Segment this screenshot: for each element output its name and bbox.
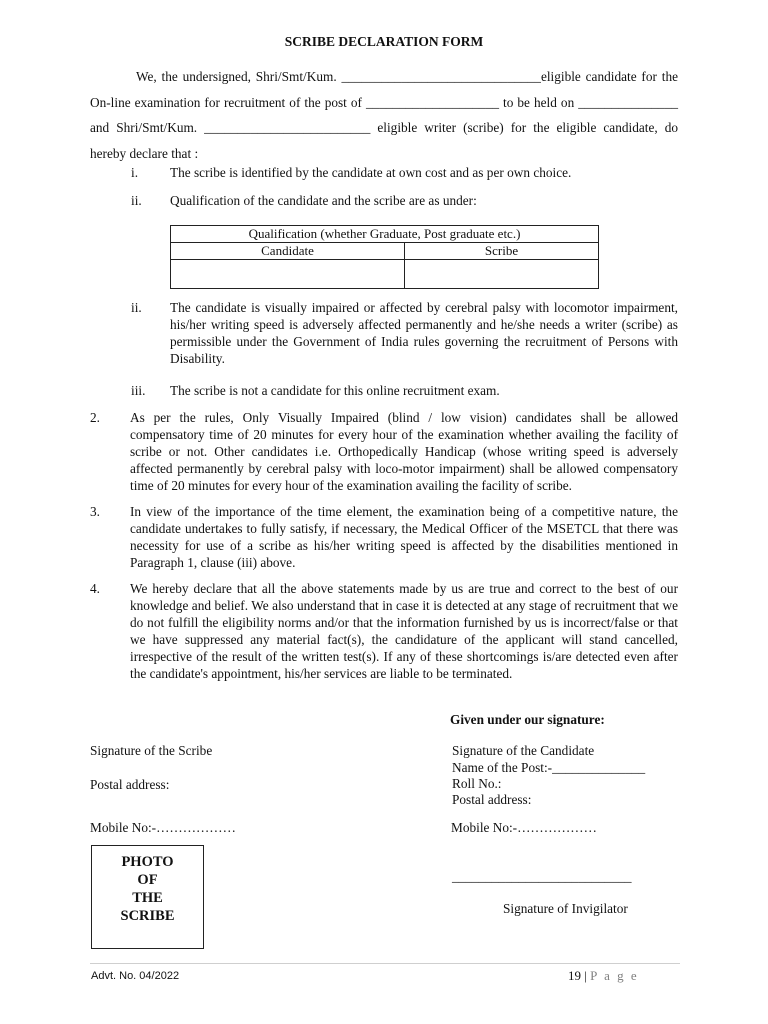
form-title: SCRIBE DECLARATION FORM — [284, 34, 484, 49]
item-i-text: The scribe is identified by the candidate at own cost and as per own choice. — [170, 165, 572, 180]
item-iii-text: The scribe is not a candidate for this online recruitment exam. — [170, 383, 500, 398]
item-3-text: In view of the importance of the time element, the examination being of a competitive nature, the candidate undertakes to fully satisfy, if necessary, the Medical Officer of the MSETCL that there was necessity for use of a scribe as his/her writing speed is affected by the disabilities mentioned in Paragraph 1, clause (iii) above. — [130, 504, 678, 570]
item-ii-b-number: ii. — [131, 300, 142, 315]
candidate-mobile-label: Mobile No:-……………… — [451, 820, 597, 835]
qualification-header: Qualification (whether Graduate, Post graduate etc.) — [171, 226, 599, 243]
advertisement-number: Advt. No. 04/2022 — [91, 970, 180, 982]
item-iii-number: iii. — [131, 383, 146, 398]
page-word: P a g e — [590, 968, 639, 983]
item-4-number: 4. — [90, 581, 100, 596]
scribe-column-header: Scribe — [405, 243, 599, 260]
item-i-number: i. — [131, 165, 139, 180]
item-2-number: 2. — [90, 410, 100, 425]
item-ii-number: ii. — [131, 193, 142, 208]
given-under-signature: Given under our signature: — [450, 712, 605, 727]
item-ii-text: Qualification of the candidate and the scribe are as under: — [170, 193, 477, 208]
photo-line-1: PHOTO — [121, 854, 174, 870]
scribe-photo-box — [91, 845, 204, 949]
scribe-postal-label: Postal address: — [90, 777, 170, 792]
photo-line-2: OF — [137, 872, 158, 888]
item-2-text: As per the rules, Only Visually Impaired (blind / low vision) candidates shall be allowed compensatory time of 20 minutes for every hour of the examination whether availing the facility of scribe or not. Other candidates i.e. Orthopedically Handicap (whose writing speed is adversely affected permanently by cerebral palsy with loco-motor impairment) shall be allowed compensatory time of 20 minutes for every hour of the examination availing the facility of scribe. — [130, 410, 678, 493]
item-4-text: We hereby declare that all the above statements made by us are true and correct to the best of our knowledge and belief. We also understand that in case it is detected at any stage of recruitment that we do not fulfill the eligibility norms and/or that the information furnished by us is incorrect/false or that we have suppressed any material fact(s), the candidature of the applicant will stand cancelled, irrespective of the result of the written test(s). If any of these shortcomings is/are detected even after the candidate's appointment, his/her services are liable to be terminated. — [130, 581, 678, 681]
candidate-post-label: Name of the Post:-______________ — [452, 760, 646, 775]
candidate-postal-label: Postal address: — [452, 792, 532, 807]
candidate-column-header: Candidate — [171, 243, 405, 260]
footer-divider — [90, 963, 680, 964]
photo-line-4: SCRIBE — [120, 908, 175, 924]
candidate-roll-label: Roll No.: — [452, 776, 502, 791]
page-separator: | — [584, 968, 587, 983]
candidate-signature-label: Signature of the Candidate — [452, 743, 595, 758]
candidate-qualification-cell[interactable] — [171, 260, 405, 289]
invigilator-signature-label: Signature of Invigilator — [503, 901, 628, 916]
item-3-number: 3. — [90, 504, 100, 519]
item-ii-b-text: The candidate is visually impaired or affected by cerebral palsy with locomotor impairment, his/her writing speed is adversely affected permanently and he/she needs a writer (scribe) as permissible under the Government of India rules governing the recruitment of Persons with Disability. — [170, 300, 678, 366]
scribe-signature-label: Signature of the Scribe — [90, 743, 213, 758]
scribe-qualification-cell[interactable] — [405, 260, 599, 289]
scribe-mobile-label: Mobile No:-……………… — [90, 820, 236, 835]
photo-line-3: THE — [132, 890, 163, 906]
intro-paragraph: We, the undersigned, Shri/Smt/Kum. ______________________________eligible candidate for the On-line examination for recruitment of the post of ____________________ to be held on _______________ and Shri/Smt/Kum. _________________________ eligible writer (scribe) for the eligible candidate, do hereby declare that : — [90, 69, 678, 161]
invigilator-signature-line: ___________________________ — [452, 869, 632, 884]
page-number — [568, 967, 639, 984]
qualification-table — [170, 225, 599, 289]
page-number-value: 19 — [568, 968, 581, 983]
